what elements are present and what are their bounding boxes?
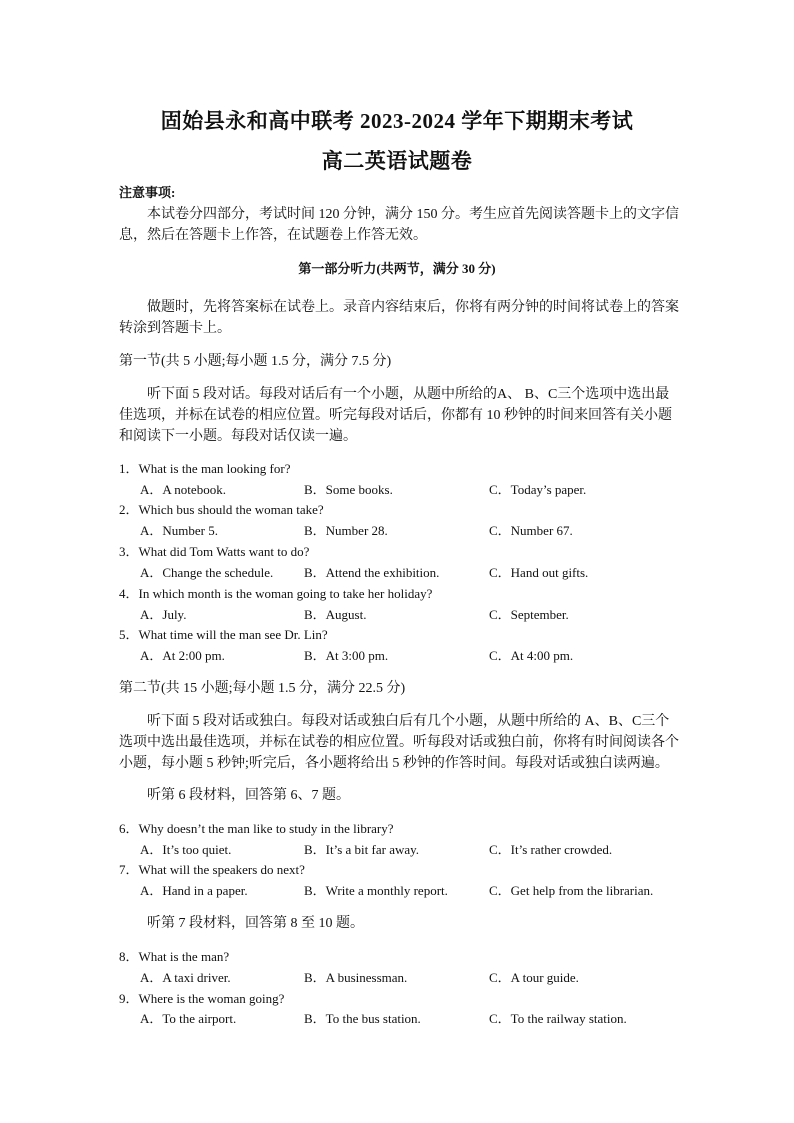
- question-stem: 4．In which month is the woman going to take her holiday?: [119, 586, 433, 601]
- section2-instruction: 听下面 5 段对话或独白。每段对话或独白后有几个小题，从题中所给的 A、B、C三个: [147, 714, 670, 729]
- option-c: C．September.: [489, 607, 569, 622]
- option-b: B．Attend the exhibition.: [304, 565, 440, 580]
- option-b: B．Some books.: [304, 482, 393, 497]
- question-stem: 9．Where is the woman going?: [119, 991, 285, 1006]
- material-note: 听第 7 段材料，回答第 8 至 10 题。: [147, 916, 364, 931]
- option-c: C．Get help from the librarian.: [489, 883, 654, 898]
- question-stem: 1．What is the man looking for?: [119, 461, 291, 476]
- option-b: B．Number 28.: [304, 523, 388, 538]
- notice-heading: 注意事项:: [119, 185, 176, 200]
- option-b: B．It’s a bit far away.: [304, 842, 420, 857]
- section1-heading: 第一节(共 5 小题;每小题 1.5 分，满分 7.5 分): [119, 354, 392, 369]
- question-stem: 6．Why doesn’t the man like to study in the library?: [119, 821, 394, 836]
- option-a: A．To the airport.: [140, 1011, 237, 1026]
- question-stem: 3．What did Tom Watts want to do?: [119, 544, 310, 559]
- notice-line: 本试卷分四部分，考试时间 120 分钟，满分 150 分。考生应首先阅读答题卡上的文字信: [147, 207, 679, 222]
- option-b: B．Write a monthly report.: [304, 883, 448, 898]
- question-stem: 8．What is the man?: [119, 949, 230, 964]
- option-b: B．August.: [304, 607, 367, 622]
- option-c: C．To the railway station.: [489, 1011, 627, 1026]
- question-stem: 7．What will the speakers do next?: [119, 862, 305, 877]
- option-c: C．It’s rather crowded.: [489, 842, 613, 857]
- option-b: B．A businessman.: [304, 970, 408, 985]
- option-c: C．A tour guide.: [489, 970, 579, 985]
- option-a: A．Change the schedule.: [140, 565, 274, 580]
- section1-instruction: 和阅读下一小题。每段对话仅读一遍。: [119, 429, 357, 444]
- section2-instruction: 小题，每小题 5 秒钟;听完后，各小题将给出 5 秒钟的作答时间。每段对话或独白读两遍。: [119, 756, 669, 771]
- section1-instruction: 听下面 5 段对话。每段对话后有一个小题，从题中所给的A、 B、C三个选项中选出最: [147, 387, 670, 402]
- option-a: A．A notebook.: [140, 482, 226, 497]
- exam-title: 固始县永和高中联考 2023-2024 学年下期期末考试: [160, 109, 634, 133]
- option-a: A．July.: [140, 607, 187, 622]
- option-c: C．Hand out gifts.: [489, 565, 589, 580]
- question-stem: 5．What time will the man see Dr. Lin?: [119, 627, 328, 642]
- option-b: B．At 3:00 pm.: [304, 648, 389, 663]
- question-stem: 2．Which bus should the woman take?: [119, 502, 324, 517]
- option-b: B．To the bus station.: [304, 1011, 421, 1026]
- option-a: A．A taxi driver.: [140, 970, 231, 985]
- option-c: C．Today’s paper.: [489, 482, 587, 497]
- part1-intro: 转涂到答题卡上。: [119, 321, 231, 336]
- option-a: A．Hand in a paper.: [140, 883, 248, 898]
- section2-heading: 第二节(共 15 小题;每小题 1.5 分，满分 22.5 分): [119, 681, 406, 696]
- part1-intro: 做题时，先将答案标在试卷上。录音内容结束后，你将有两分钟的时间将试卷上的答案: [147, 300, 679, 315]
- option-c: C．Number 67.: [489, 523, 573, 538]
- exam-subtitle: 高二英语试题卷: [321, 149, 473, 173]
- notice-line: 息，然后在答题卡上作答，在试题卷上作答无效。: [119, 228, 427, 243]
- section2-instruction: 选项中选出最佳选项，并标在试卷的相应位置。听每段对话或独白前，你将有时间阅读各个: [119, 735, 679, 750]
- option-c: C．At 4:00 pm.: [489, 648, 574, 663]
- material-note: 听第 6 段材料，回答第 6、7 题。: [147, 788, 350, 803]
- section1-instruction: 佳选项，并标在试卷的相应位置。听完每段对话后，你都有 10 秒钟的时间来回答有关小题: [119, 408, 672, 423]
- part1-heading: 第一部分听力(共两节，满分 30 分): [298, 261, 496, 276]
- option-a: A．Number 5.: [140, 523, 218, 538]
- option-a: A．It’s too quiet.: [140, 842, 232, 857]
- option-a: A．At 2:00 pm.: [140, 648, 225, 663]
